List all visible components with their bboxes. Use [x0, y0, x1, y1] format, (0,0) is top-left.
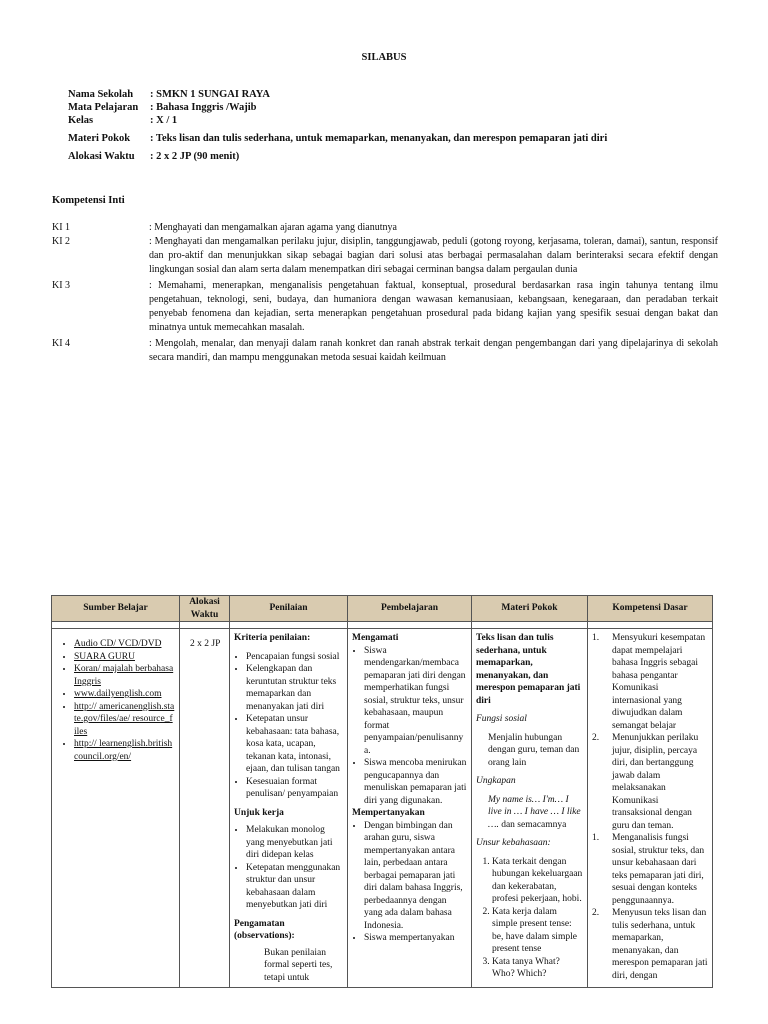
ki-heading: Kompetensi Inti — [52, 195, 125, 206]
identity-label: Materi Pokok — [68, 133, 131, 144]
list-item: • Siswa mendengarkan/membaca pemaparan jati diri dengan memperhatikan fungsi sosial, struktur teks, unsur kebahasaan, maupun format penyampaian/penulisannya. — [364, 645, 467, 758]
ki-code: KI 2 — [52, 236, 71, 247]
alokasi-text: 2 x 2 JP — [190, 639, 221, 649]
ki-row — [52, 221, 718, 235]
identity-row — [68, 114, 607, 127]
ki-code: KI 1 — [52, 222, 71, 233]
cell-sumber-belajar — [52, 629, 180, 988]
source-link[interactable]: www.dailyenglish.com — [74, 689, 162, 699]
kd-item — [592, 832, 708, 907]
table-spacer-row — [52, 622, 713, 629]
identity-row — [68, 150, 607, 163]
unjuk-title: Unjuk kerja — [234, 807, 284, 818]
kd-item — [592, 907, 708, 982]
source-link[interactable]: Audio CD/ VCD/DVD — [74, 639, 162, 649]
list-item: 3. Kata tanya What? Who? Which? — [492, 956, 583, 981]
header-penilaian: Penilaian — [230, 596, 348, 622]
list-item — [74, 688, 175, 701]
identity-label: Nama Sekolah — [68, 89, 134, 100]
ungkapan-title: Ungkapan — [476, 776, 516, 786]
list-item — [74, 638, 175, 651]
pengamatan-text: Bukan penilaian formal seperti tes, tetapi untuk — [264, 947, 333, 983]
ki-code: KI 3 — [52, 280, 71, 291]
ungkapan-block — [476, 794, 583, 832]
identity-label: Mata Pelajaran — [68, 102, 139, 113]
identity-label: Alokasi Waktu — [68, 151, 135, 162]
cell-materi-pokok — [472, 629, 588, 988]
ki-text: : Memahami, menerapkan, menganalisis pengetahuan faktual, konseptual, prosedural berdasarkan rasa ingin tahunya tentang ilmu pengetahuan, teknologi, seni, budaya, dan humaniora dengan wawasan kemanusiaan, kebangsaan, kenegaraan, dan peradaban terkait penyebab fenomena dan kejadian, serta menerapkan pengetahuan prosedural pada bidang kajian yang spesifik sesuai dengan bakat dan minatnya untuk memecahkan masalah. — [149, 280, 718, 333]
cell-pembelajaran — [348, 629, 472, 988]
kd-text: Menyusun teks lisan dan tulis sederhana, untuk memaparkan, menanyakan, dan merespon pemaparan jati diri, dengan — [612, 908, 708, 981]
fungsi-title: Fungsi sosial — [476, 714, 527, 724]
identity-row — [68, 88, 607, 101]
cell-kompetensi-dasar — [588, 629, 713, 988]
mengamati-title: Mengamati — [352, 633, 399, 643]
list-item: • Melakukan monolog yang menyebutkan jati diri didepan kelas — [246, 824, 343, 862]
kd-number: 1. — [592, 633, 600, 643]
list-item: • Ketepatan menggunakan struktur dan unsur kebahasaan dalam menyebutkan jati diri — [246, 862, 343, 912]
list-item: • Dengan bimbingan dan arahan guru, siswa mempertanyakan antara lain, perbedaan antara berbagai pemaparan jati diri dalam bahasa Inggris, perbedaannya dengan yang ada dalam bahasa Indonesia. — [364, 820, 467, 933]
source-link[interactable]: http:// americanenglish.state.gov/files/ae/ resource_files — [74, 701, 175, 737]
header-pembelajaran: Pembelajaran — [348, 596, 472, 622]
identity-row — [68, 132, 607, 145]
table-row — [52, 629, 713, 988]
ki-row — [52, 337, 718, 365]
identity-label: Kelas — [68, 115, 94, 126]
header-alokasi-waktu: Alokasi Waktu — [180, 596, 230, 622]
kd-item — [592, 632, 708, 732]
header-materi-pokok: Materi Pokok — [472, 596, 588, 622]
list-item — [74, 663, 175, 688]
list-item — [74, 738, 175, 763]
list-item: • Pencapaian fungsi sosial — [246, 651, 343, 664]
pengamatan-title: Pengamatan (observations): — [234, 918, 295, 941]
kd-text: Menunjukkan perilaku jujur, disiplin, percaya diri, dan bertanggung jawab dalam melaksanakan Komunikasi transaksional dengan guru dan teman. — [612, 733, 699, 831]
ungkapan-text: My name is… I'm… I live in … I have … I like …. — [488, 794, 581, 830]
identity-value: : Teks lisan dan tulis sederhana, untuk memaparkan, menanyakan, dan merespon pemaparan jati diri — [150, 133, 608, 144]
kd-number: 2. — [592, 733, 600, 743]
list-item: • Ketepatan unsur kebahasaan: tata bahasa, kosa kata, ucapan, tekanan kata, intonasi, ejaan, dan tulisan tangan — [246, 713, 343, 776]
header-kompetensi-dasar: Kompetensi Dasar — [588, 596, 713, 622]
unsur-title: Unsur kebahasaan: — [476, 838, 551, 848]
cell-alokasi-waktu — [180, 629, 230, 988]
cell-penilaian — [230, 629, 348, 988]
ki-text: : Menghayati dan mengamalkan perilaku jujur, disiplin, tanggungjawab, peduli (gotong royong, kerjasama, toleran, damai), santun, responsif dan pro-aktif dan menunjukkan sikap sebagai bagian dari solusi atas berbagai permasalahan dalam berinteraksi secara efektif dengan lingkungan sosial dan alam serta dalam menempatkan diri sebagai cerminan bangsa dalam pergaulan dunia — [149, 236, 718, 275]
list-item: 1. Kata terkait dengan hubungan kekeluargaan dan kekerabatan, profesi pekerjaan, hobi. — [492, 856, 583, 906]
kd-item — [592, 732, 708, 832]
ki-text: : Menghayati dan mengamalkan ajaran agama yang dianutnya — [149, 222, 397, 233]
list-item: • Siswa mempertanyakan — [364, 932, 467, 945]
identity-block — [68, 88, 607, 163]
source-link[interactable]: SUARA GURU — [74, 651, 135, 662]
header-sumber-belajar: Sumber Belajar — [52, 596, 180, 622]
syllabus-table — [51, 595, 713, 988]
ki-row — [52, 235, 718, 277]
identity-value: : SMKN 1 SUNGAI RAYA — [150, 89, 270, 100]
identity-value: : 2 x 2 JP (90 menit) — [150, 151, 240, 162]
ungkapan-tail: dan semacamnya — [501, 819, 567, 830]
fungsi-text: Menjalin hubungan dengan guru, teman dan orang lain — [488, 732, 580, 768]
kd-text: Menganalisis fungsi sosial, struktur teks, dan unsur kebahasaan dari teks pemaparan jati diri, sesuai dengan konteks penggunaannya. — [612, 833, 705, 906]
list-item: • Kelengkapan dan keruntutan struktur teks memaparkan dan menanyakan jati diri — [246, 663, 343, 713]
source-link[interactable]: Koran/ majalah berbahasa Inggris — [74, 664, 174, 687]
kd-text: Mensyukuri kesempatan dapat mempelajari bahasa Inggris sebagai bahasa pengantar Komunikasi internasional yang diwujudkan dalam semangat belajar — [612, 633, 706, 731]
identity-value: : Bahasa Inggris /Wajib — [150, 102, 257, 113]
kd-number: 1. — [592, 833, 600, 843]
identity-row — [68, 101, 607, 114]
source-link[interactable]: http:// learnenglish.britishcouncil.org/en/ — [74, 739, 173, 762]
materi-title: Teks lisan dan tulis sederhana, untuk memaparkan, menanyakan, dan merespon pemaparan jati diri — [476, 633, 581, 706]
list-item — [74, 651, 175, 664]
ki-row — [52, 279, 718, 335]
kd-number: 2. — [592, 908, 600, 918]
table-header-row — [52, 596, 713, 622]
list-item — [74, 701, 175, 739]
ki-text: : Mengolah, menalar, dan menyaji dalam ranah konkret dan ranah abstrak terkait dengan pengembangan dari yang dipelajarinya di sekolah secara mandiri, dan mampu menggunakan metoda sesuai kaidah keilmuan — [149, 338, 718, 363]
list-item: 2. Kata kerja dalam simple present tense: be, have dalam simple present tense — [492, 906, 583, 956]
list-item: • Kesesuaian format penulisan/ penyampaian — [246, 776, 343, 801]
ki-code: KI 4 — [52, 338, 71, 349]
list-item: • Siswa mencoba menirukan pengucapannya dan menuliskan pemaparan jati diri yang digunakan. — [364, 757, 467, 807]
identity-value: : X / 1 — [150, 115, 178, 126]
kriteria-title: Kriteria penilaian: — [234, 633, 311, 643]
menanya-title: Mempertanyakan — [352, 808, 425, 818]
document-title: SILABUS — [361, 52, 407, 63]
